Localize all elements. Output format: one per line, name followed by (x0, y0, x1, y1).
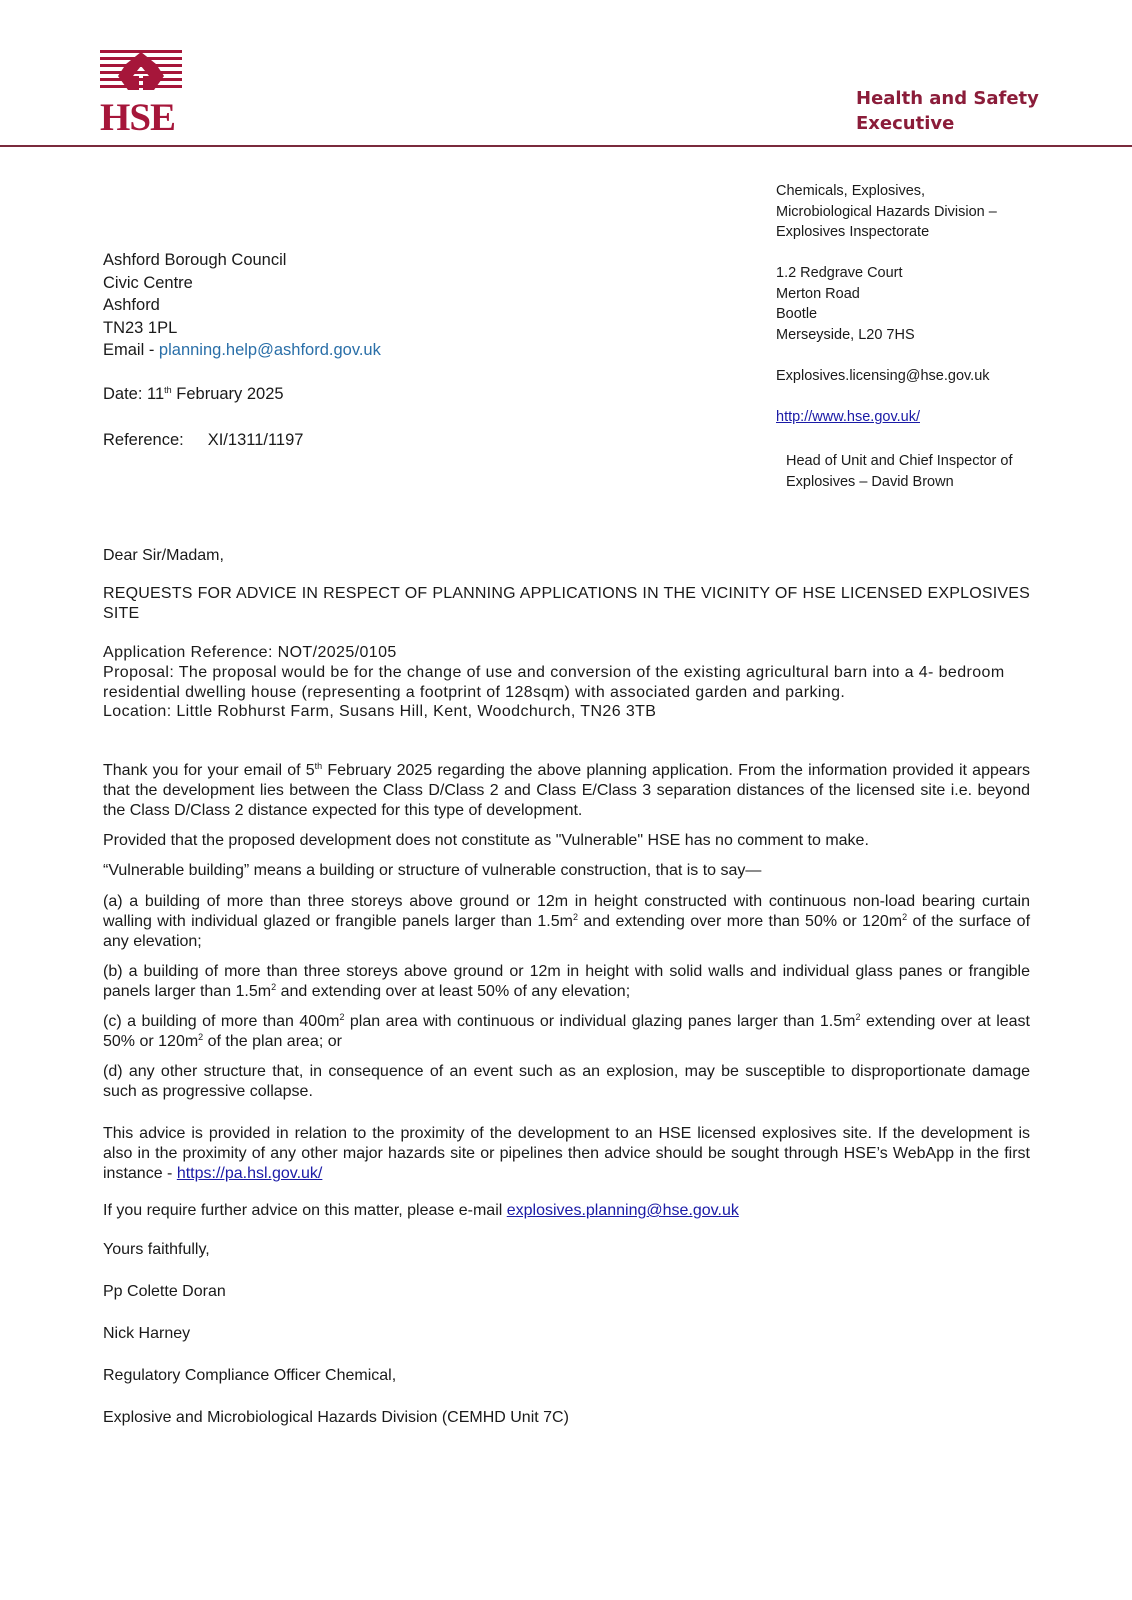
reference-label: Reference: (103, 431, 184, 449)
squared: 2 (902, 911, 908, 922)
date-day: 11 (147, 385, 165, 403)
letter-reference (103, 431, 303, 450)
criterion-text: extending over at least 50% or 120m (103, 1013, 1030, 1050)
criterion-text: and extending over more than 50% or 120m (578, 912, 903, 930)
closing: Yours faithfully, (103, 1241, 210, 1258)
recipient-line: Ashford (103, 296, 160, 314)
proposal: Proposal: The proposal would be for the change of use and conversion of the existing agricultural barn into a 4- bedroom residential dwelling house (representing a footprint of 128sqm) with associated garden and parking. (103, 663, 1005, 701)
date-suffix: th (164, 385, 172, 395)
squared: 2 (572, 911, 578, 922)
address-line: Merton Road (776, 285, 860, 302)
sender-address-block (776, 181, 997, 427)
squared: 2 (271, 981, 277, 992)
paragraph-vulnerable-definition: “Vulnerable building” means a building or structure of vulnerable construction, that is to say— (103, 862, 762, 879)
criterion-text: (b) a building of more than three storeys above ground or 12m in height with solid walls and individual glass panes or frangible panels larger than 1.5m (103, 963, 1030, 1000)
email-label: Email - (103, 341, 159, 359)
criterion-text: plan area with continuous or individual glazing panes larger than 1.5m (344, 1013, 856, 1030)
hse-website-link[interactable]: http://www.hse.gov.uk/ (776, 408, 920, 425)
criterion-text: (a) a building of more than three storeys above ground or 12m in height constructed with continuous non-load bearing curtain walling with individual glazed or frangible panels larger than 1.5m (103, 893, 1030, 930)
recipient-line: Ashford Borough Council (103, 251, 287, 269)
squared: 2 (339, 1012, 345, 1022)
address-line: Merseyside, L20 7HS (776, 326, 915, 343)
criterion-d: (d) any other structure that, in consequence of an event such as an explosion, may be susceptible to disproportionate damage such as progressive collapse. (103, 1063, 1030, 1100)
head-of-unit (786, 451, 1013, 492)
criterion-text: of the plan area; or (203, 1032, 342, 1050)
hsl-webapp-link[interactable]: https://pa.hsl.gov.uk/ (176, 1164, 323, 1182)
signature-pp: Pp Colette Doran (103, 1283, 226, 1300)
division-line: Microbiological Hazards Division – (776, 203, 997, 220)
paragraph-further-advice (103, 1201, 1030, 1221)
letter-date (103, 385, 284, 404)
address-line: 1.2 Redgrave Court (776, 265, 903, 281)
subject-heading: REQUESTS FOR ADVICE IN RESPECT OF PLANNING APPLICATIONS IN THE VICINITY OF HSE LICENSED EXPLOSIVES SITE (103, 585, 1030, 622)
recipient-email-link[interactable]: planning.help@ashford.gov.uk (158, 341, 381, 359)
criterion-b (103, 962, 1030, 1002)
recipient-line: Civic Centre (103, 273, 193, 292)
svg-text:HSE: HSE (100, 96, 176, 136)
explosives-planning-email-link[interactable]: explosives.planning@hse.gov.uk (506, 1202, 739, 1219)
org-name-line1: Health and Safety (856, 88, 1039, 109)
paragraph-advice (103, 1124, 1030, 1183)
reference-value: XI/1311/1197 (207, 431, 304, 449)
criterion-text: of the surface of any elevation; (103, 912, 1031, 950)
criterion-a (103, 892, 1030, 951)
hse-logo-icon (100, 50, 186, 136)
address-line: Bootle (776, 306, 818, 322)
hse-logo (100, 50, 186, 136)
criterion-c (103, 1012, 1030, 1052)
recipient-address-block (103, 249, 381, 362)
signature-title: Regulatory Compliance Officer Chemical, (103, 1367, 397, 1384)
paragraph-no-comment: Provided that the proposed development does not constitute as "Vulnerable" HSE has no comment to make. (103, 832, 869, 849)
recipient-line: TN23 1PL (103, 318, 178, 337)
criterion-text: (c) a building of more than 400m (103, 1013, 340, 1030)
p1-sup: th (314, 761, 323, 771)
application-details (103, 643, 1030, 722)
division-line: Explosives Inspectorate (776, 224, 930, 240)
salutation: Dear Sir/Madam, (103, 547, 224, 564)
squared: 2 (198, 1031, 204, 1042)
p5-text: If you require further advice on this matter, please e-mail (103, 1202, 507, 1219)
location: Location: Little Robhurst Farm, Susans Hill, Kent, Woodchurch, TN26 3TB (103, 703, 657, 721)
squared: 2 (855, 1012, 861, 1022)
application-reference: Application Reference: NOT/2025/0105 (103, 644, 397, 661)
head-of-unit-line: Explosives – David Brown (786, 473, 954, 490)
signature-name: Nick Harney (103, 1325, 191, 1342)
p1-text: February 2025 regarding the above planning application. From the information provided it appears that the development lies between the Class D/Class 2 and Class E/Class 3 separation distances of the licensed site i.e. beyond the Class D/Class 2 distance expected for this type of development. (103, 762, 1030, 819)
paragraph-thank-you (103, 761, 1030, 820)
sender-email: Explosives.licensing@hse.gov.uk (776, 367, 990, 384)
criterion-text: and extending over at least 50% of any elevation; (276, 982, 631, 1000)
signature-division: Explosive and Microbiological Hazards Division (CEMHD Unit 7C) (103, 1409, 569, 1426)
date-label: Date: (103, 385, 148, 403)
date-rest: February 2025 (171, 385, 284, 403)
p1-text: Thank you for your email of 5 (103, 762, 315, 779)
header-divider (0, 145, 1132, 147)
head-of-unit-line: Head of Unit and Chief Inspector of (786, 453, 1013, 469)
organisation-name (856, 86, 1039, 136)
division-line: Chemicals, Explosives, (776, 183, 926, 199)
org-name-line2: Executive (856, 113, 955, 134)
p4-text: This advice is provided in relation to the proximity of the development to an HSE licensed explosives site. If the development is also in the proximity of any other major hazards site or pipelines then advice should be sought through HSE’s WebApp in the first instance - (103, 1125, 1030, 1182)
